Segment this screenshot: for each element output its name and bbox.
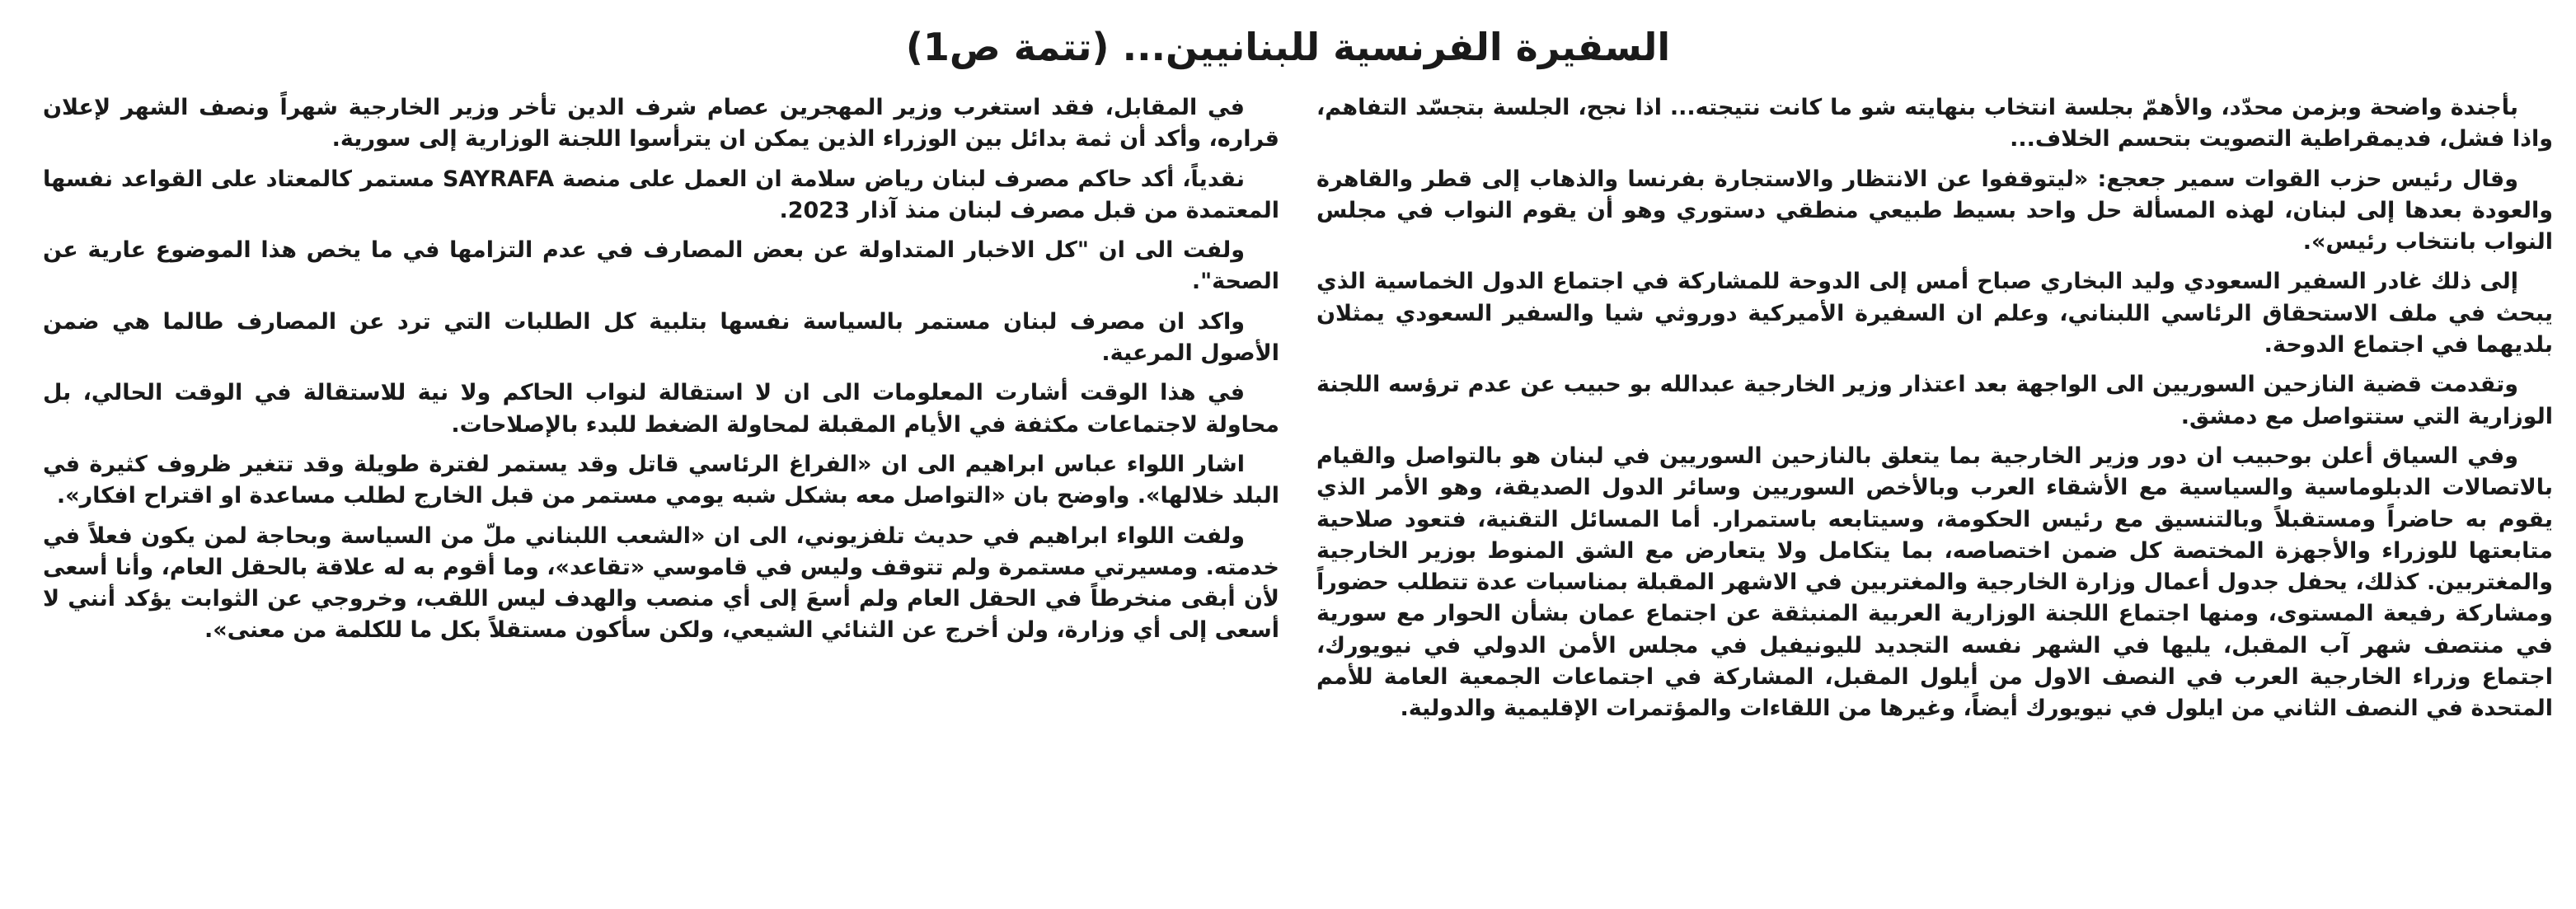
article-headline: السفيرة الفرنسية للبنانيين... (تتمة ص1) [905, 25, 1671, 69]
paragraph: وفي السياق أعلن بوحبيب ان دور وزير الخارجية بما يتعلق بالنازحين السوريين في لبنان هو بالتواصل والقيام بالاتصالات الدبلوماسية والسياسية مع الأشقاء العرب وبالأخص السوريين وسائر الدول الصديقة، وهو الأمر الذي يقوم به حاضراً ومستقبلاً وبالتنسيق مع رئيس الحكومة، وسيتابعه باستمرار. أما المسائل التقنية، فتعود صلاحية متابعتها للوزراء والأجهزة المختصة كل ضمن اختصاصه، بما يتكامل ولا يتعارض مع الشق المنوط بوزير الخارجية والمغتربين. كذلك، يحفل جدول أعمال وزارة الخارجية والمغتربين في الاشهر المقبلة بمناسبات عدة تتطلب حضوراً ومشاركة رفيعة المستوى، ومنها اجتماع اللجنة الوزارية العربية المنبثقة عن اجتماع عمان بشأن الحوار مع سورية في منتصف شهر آب المقبل، يليها في الشهر نفسه التجديد لليونيفيل في مجلس الأمن الدولي في نيويورك، اجتماع وزراء الخارجية العرب في النصف الاول من أيلول المقبل، المشاركة في اجتماعات الجمعية العامة للأمم المتحدة في النصف الثاني من ايلول في نيويورك أيضاً، وغيرها من اللقاءات والمؤتمرات الإقليمية والدولية. [1316, 443, 2553, 722]
article-column-left [43, 92, 1279, 655]
article-column-right [1316, 92, 2553, 733]
paragraph: بأجندة واضحة وبزمن محدّد، والأهمّ بجلسة انتخاب بنهايته شو ما كانت نتيجته... اذا نجح، الجلسة بتجسّد التفاهم، واذا فشل، فديمقراطية التصويت بتحسم الخلاف... [1316, 95, 2553, 152]
paragraph: ولفت اللواء ابراهيم في حديث تلفزيوني، الى ان «الشعب اللبناني ملّ من السياسة وبحاجة لمن يكون فعلاً في خدمته. ومسيرتي مستمرة ولم تتوقف وليس في قاموسي «تقاعد»، وما أقوم به له علاقة بالحقل العام، وأنا أسعى لأن أبقى منخرطاً في الحقل العام ولم أسعَ إلى أي منصب والهدف ليس اللقب، وخروجي عن الثوابت يؤكد أنني لا أسعى إلى أي وزارة، ولن أخرج عن الثنائي الشيعي، ولكن سأكون مستقلاً بكل ما للكلمة من معنى». [43, 522, 1279, 644]
paragraph: في المقابل، فقد استغرب وزير المهجرين عصام شرف الدين تأخر وزير الخارجية شهراً ونصف الشهر لإعلان قراره، وأكد أن ثمة بدائل بين الوزراء الذين يمكن ان يترأسوا اللجنة الوزارية إلى سورية. [43, 95, 1279, 152]
paragraph: واكد ان مصرف لبنان مستمر بالسياسة نفسها بتلبية كل الطلبات التي ترد عن المصارف طالما هي ضمن الأصول المرعية. [43, 308, 1279, 367]
paragraph: إلى ذلك غادر السفير السعودي وليد البخاري صباح أمس إلى الدوحة للمشاركة في اجتماع الدول الخماسية الذي يبحث في ملف الاستحقاق الرئاسي اللبناني، وعلم ان السفيرة الأميركية دوروثي شيا والسفير السعودي يمثلان بلديهما في اجتماع الدوحة. [1316, 269, 2553, 358]
paragraph: ولفت الى ان "كل الاخبار المتداولة عن بعض المصارف في عدم التزامها في ما يخص هذا الموضوع عارية عن الصحة". [43, 237, 1279, 295]
paragraph: وقال رئيس حزب القوات سمير جعجع: «ليتوقفوا عن الانتظار والاستجارة بفرنسا والذهاب إلى قطر والقاهرة والعودة بعدها إلى لبنان، لهذه المسألة حل واحد بسيط طبيعي منطقي دستوري وهو أن يقوم النواب في مجلس النواب بانتخاب رئيس». [1316, 166, 2553, 255]
paragraph: وتقدمت قضية النازحين السوريين الى الواجهة بعد اعتذار وزير الخارجية عبدالله بو حبيب عن عدم ترؤسه اللجنة الوزارية التي ستتواصل مع دمشق. [1316, 372, 2553, 429]
paragraph: اشار اللواء عباس ابراهيم الى ان «الفراغ الرئاسي قاتل وقد يستمر لفترة طويلة وقد تتغير ظروف كثيرة في البلد خلالها». واوضح بان «التواصل معه بشكل شبه يومي مستمر من قبل الخارج لطلب مساعدة او اقتراح افكار». [43, 451, 1279, 509]
paragraph: نقدياً، أكد حاكم مصرف لبنان رياض سلامة ان العمل على منصة SAYRAFA مستمر كالمعتاد على القواعد نفسها المعتمدة من قبل مصرف لبنان منذ آذار 2023. [43, 166, 1279, 223]
paragraph: في هذا الوقت أشارت المعلومات الى ان لا استقالة لنواب الحاكم ولا نية للاستقالة في الوقت الحالي، بل محاولة لاجتماعات مكثفة في الأيام المقبلة لمحاولة الضغط للبدء بالإصلاحات. [43, 380, 1279, 438]
